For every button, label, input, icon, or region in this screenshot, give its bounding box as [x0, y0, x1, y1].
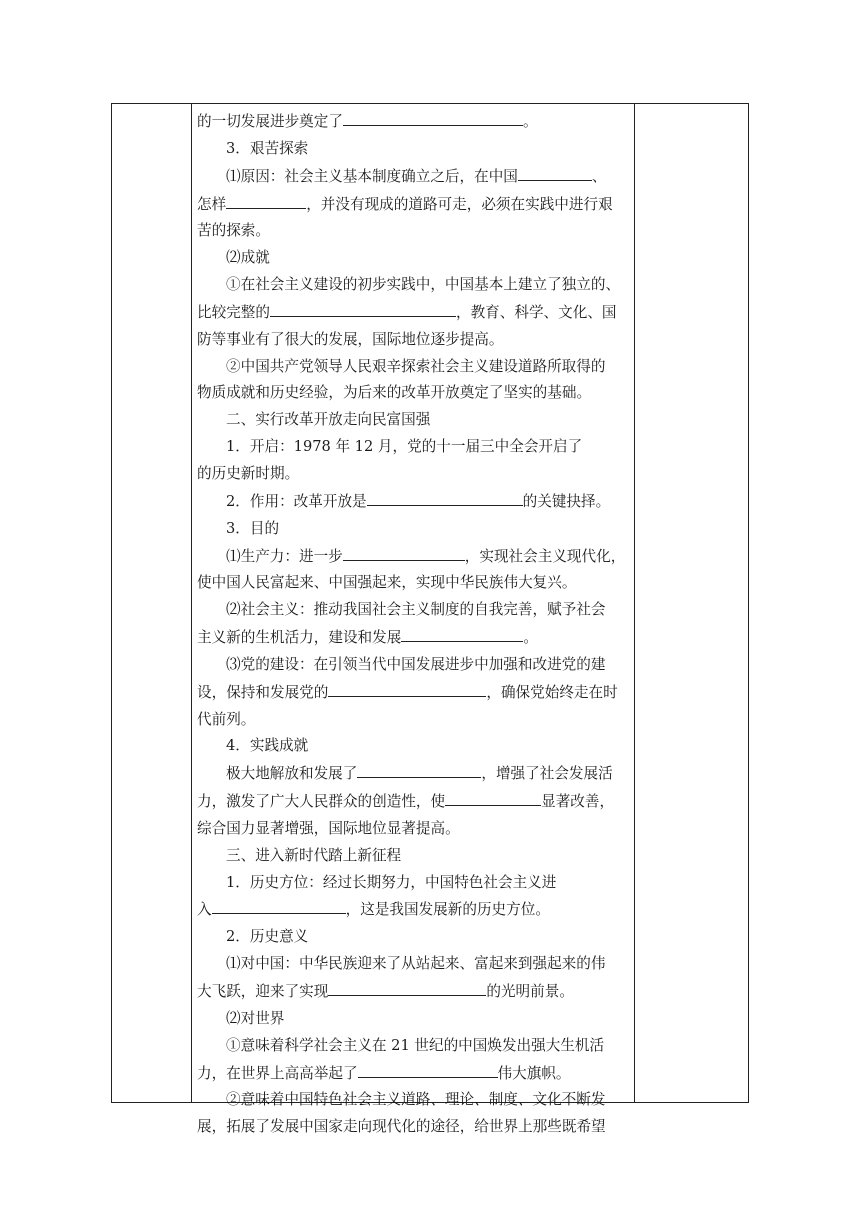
text-line	[197, 327, 629, 354]
text-segment: ⑴生产力：进一步	[226, 547, 343, 565]
text-line	[197, 136, 629, 163]
text-segment: ，确保党始终走在时	[486, 683, 618, 701]
text-segment: 的历史新时期。	[197, 464, 300, 482]
text-segment: 。	[522, 113, 538, 130]
fill-in-blank	[343, 543, 465, 561]
text-segment: 、	[591, 167, 607, 185]
text-segment: 代前列。	[197, 710, 256, 728]
text-line	[197, 760, 629, 788]
text-line	[197, 108, 629, 136]
text-segment: 三、进入新时代踏上新征程	[226, 846, 402, 864]
text-segment: ⑴原因：社会主义基本制度确立之后，在中国	[226, 167, 518, 185]
text-segment: ，教育、科学、文化、国	[455, 303, 617, 321]
text-line	[197, 245, 629, 272]
text-segment: 大飞跃，迎来了实现	[197, 983, 329, 1000]
text-line	[197, 1114, 629, 1141]
fill-in-blank	[367, 488, 523, 506]
text-segment: 设，保持和发展党的	[197, 683, 329, 701]
text-line	[197, 163, 629, 191]
text-line	[197, 652, 629, 679]
text-segment: 极大地解放和发展了	[226, 765, 358, 783]
text-segment: 力，在世界上高高举起了	[197, 1064, 358, 1082]
text-segment: ②中国共产党领导人民艰辛探索社会主义建设道路所取得的	[226, 357, 606, 375]
fill-in-blank	[518, 163, 592, 181]
fill-in-blank	[328, 679, 486, 697]
text-line	[197, 924, 629, 951]
fill-in-blank	[270, 299, 456, 317]
text-segment: 主义新的生机活力，建设和发展	[197, 629, 402, 647]
text-line	[197, 733, 629, 760]
text-line	[197, 488, 629, 516]
text-segment: 3．艰苦探索	[226, 139, 309, 157]
text-line	[197, 407, 629, 434]
text-segment: ①在社会主义建设的初步实践中，中国基本上建立了独立的、	[226, 276, 621, 294]
text-line	[197, 1087, 629, 1114]
text-line	[197, 870, 629, 897]
text-segment: 防等事业有了很大的发展，国际地位逐步提高。	[197, 330, 504, 348]
text-segment: 2．历史意义	[226, 928, 309, 946]
text-line	[197, 843, 629, 870]
text-segment: 2．作用：改革开放是	[226, 492, 367, 510]
text-segment: 的光明前景。	[486, 983, 574, 1000]
text-segment: ②意味着中国特色社会主义道路、理论、制度、文化不断发	[226, 1091, 606, 1109]
fill-in-blank	[226, 191, 306, 209]
table-column-divider-left	[191, 104, 192, 1102]
fill-in-blank	[357, 760, 481, 778]
text-line	[197, 679, 629, 707]
text-segment: ⑴对中国：中华民族迎来了从站起来、富起来到强起来的伟	[226, 955, 606, 973]
text-segment: ⑶党的建设：在引领当代中国发展进步中加强和改进党的建	[226, 655, 606, 673]
text-segment: ⑵成就	[226, 249, 270, 267]
text-segment: 显著改善，	[541, 793, 615, 811]
text-line	[197, 816, 629, 843]
text-segment: 1．历史方位：经过长期努力，中国特色社会主义进	[226, 873, 557, 891]
fill-in-blank	[358, 1060, 498, 1078]
text-line	[197, 191, 629, 219]
text-line	[197, 1033, 629, 1060]
text-segment: 的一切发展进步奠定了	[197, 113, 343, 130]
text-segment: 。	[523, 629, 538, 647]
text-line	[197, 380, 629, 407]
text-line	[197, 516, 629, 543]
text-segment: ①意味着科学社会主义在 21 世纪的中国焕发出强大生机活	[226, 1036, 605, 1054]
text-segment: 4．实践成就	[226, 737, 309, 755]
text-segment: 展，拓展了发展中国家走向现代化的途径，给世界上那些既希望	[197, 1118, 606, 1136]
table-column-divider-right	[634, 104, 635, 1102]
text-segment: ⑵社会主义：推动我国社会主义制度的自我完善，赋予社会	[226, 601, 606, 619]
text-line	[197, 570, 629, 597]
text-line	[197, 978, 629, 1006]
text-segment: 苦的探索。	[197, 222, 270, 240]
text-segment: ⑵对世界	[226, 1009, 285, 1027]
text-segment: ，实现社会主义现代化，	[464, 547, 626, 565]
text-segment: 比较完整的	[197, 303, 270, 321]
text-segment: ，这是我国发展新的历史方位。	[345, 901, 550, 919]
text-line	[197, 1006, 629, 1033]
text-line	[197, 624, 629, 652]
fill-in-blank	[401, 624, 523, 642]
text-line	[197, 896, 629, 924]
text-line	[197, 354, 629, 381]
text-line	[197, 434, 629, 461]
text-segment: 入	[197, 901, 212, 919]
text-line	[197, 951, 629, 978]
text-line	[197, 1060, 629, 1088]
worksheet-table	[111, 103, 749, 1136]
text-line	[197, 543, 629, 571]
fill-in-blank	[328, 978, 486, 996]
fill-in-blank	[445, 788, 541, 806]
text-line	[197, 299, 629, 327]
text-segment: 1．开启：1978 年 12 月，党的十一届三中全会开启了	[226, 438, 583, 456]
text-line	[197, 218, 629, 245]
fill-in-blank	[343, 108, 523, 126]
text-segment: ，增强了社会发展活	[481, 765, 613, 783]
text-segment: ，并没有现成的道路可走，必须在实践中进行艰	[306, 195, 613, 213]
text-segment: 物质成就和历史经验，为后来的改革开放奠定了坚实的基础。	[197, 384, 592, 402]
text-segment: 的关键抉择。	[522, 492, 611, 510]
text-line	[197, 272, 629, 299]
text-line	[197, 788, 629, 816]
text-segment: 3．目的	[226, 519, 280, 537]
text-segment: 伟大旗帜。	[497, 1064, 571, 1082]
text-segment: 综合国力显著增强，国际地位显著提高。	[197, 819, 460, 837]
table-content-cell	[197, 108, 629, 1141]
text-line	[197, 461, 629, 488]
text-segment: 力，激发了广大人民群众的创造性，使	[197, 793, 446, 811]
fill-in-blank	[212, 896, 346, 914]
text-segment: 怎样	[197, 195, 227, 213]
text-line	[197, 597, 629, 624]
text-line	[197, 707, 629, 734]
text-segment: 使中国人民富起来、中国强起来，实现中华民族伟大复兴。	[197, 574, 577, 592]
text-segment: 二、实行改革开放走向民富国强	[226, 411, 431, 429]
